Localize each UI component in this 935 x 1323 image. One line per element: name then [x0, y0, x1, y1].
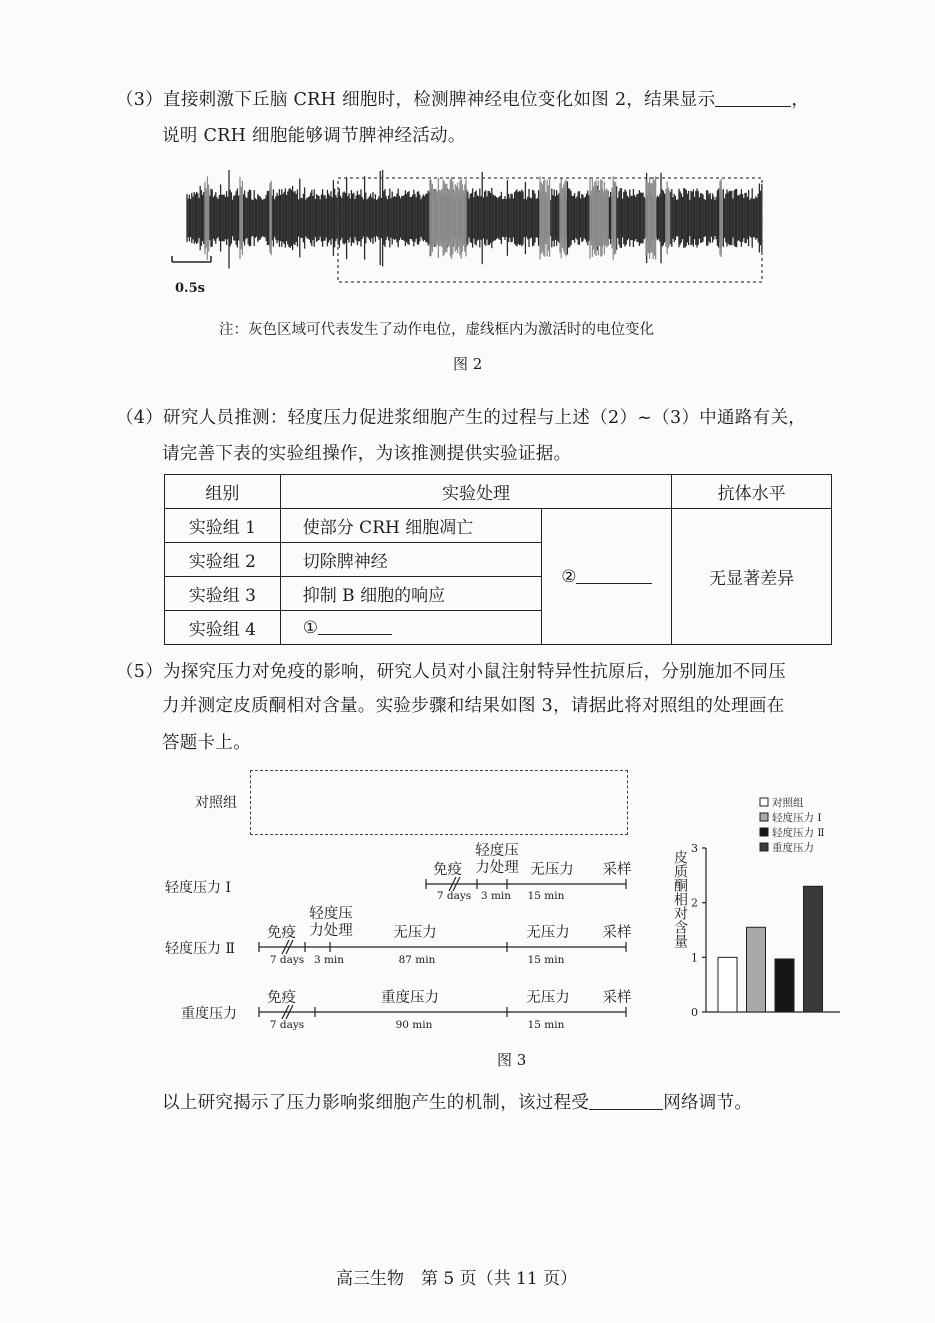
conclusion: 以上研究揭示了压力影响浆细胞产生的机制，该过程受 网络调节。 — [162, 1093, 753, 1113]
antibody-cell: 无显著差异 — [672, 509, 832, 645]
step-sample: 采样 — [602, 862, 632, 878]
legend-swatch — [760, 843, 768, 851]
step-sample: 采样 — [602, 925, 632, 941]
legend-swatch — [760, 828, 768, 836]
step-mild-stress: 轻度压 力处理 — [309, 906, 353, 939]
conclusion-answer-blank[interactable] — [589, 1092, 663, 1111]
fig2-potential-trace — [150, 170, 780, 295]
q5-line1: （5）为探究压力对免疫的影响，研究人员对小鼠注射特异性抗原后，分别施加不同压 — [116, 662, 787, 682]
row-label-mild2: 轻度压力 Ⅱ — [165, 941, 235, 957]
chart-bars — [718, 886, 823, 1012]
step-no-stress: 无压力 — [530, 862, 574, 878]
q3-line2: 说明 CRH 细胞能够调节脾神经活动。 — [162, 126, 466, 146]
bar-2 — [747, 927, 766, 1012]
group-cell: 实验组 4 — [165, 611, 281, 645]
bar-1 — [718, 957, 737, 1012]
legend-label: 轻度压力 Ⅱ — [772, 827, 825, 839]
control-drawing-box[interactable] — [250, 770, 628, 835]
q5-line2: 力并测定皮质酮相对含量。实验步骤和结果如图 3，请据此将对照组的处理画在 — [162, 696, 785, 716]
step-mild-stress: 轻度压 力处理 — [475, 843, 519, 876]
cortisol-bar-chart — [660, 790, 850, 1030]
y-tick-label: 0 — [691, 1006, 698, 1019]
table-row — [165, 509, 832, 543]
bar-3 — [775, 959, 794, 1012]
step-severe-stress: 重度压力 — [381, 990, 439, 1006]
q3-line1: （3）直接刺激下丘脑 CRH 细胞时，检测脾神经电位变化如图 2，结果显示 ， — [116, 90, 810, 110]
step-no-stress: 无压力 — [393, 925, 437, 941]
trace-group — [187, 170, 762, 269]
y-tick-label: 3 — [691, 842, 698, 855]
header-antibody: 抗体水平 — [672, 475, 832, 509]
page-footer: 高三生物 第 5 页（共 11 页） — [336, 1269, 578, 1289]
control-label: 对照组 — [195, 795, 237, 811]
duration: 7 days — [269, 1019, 305, 1031]
duration: 87 min — [398, 954, 436, 966]
scale-bar-label: 0.5s — [175, 281, 205, 296]
answer-blank-2[interactable] — [576, 566, 652, 584]
duration: 15 min — [527, 890, 565, 902]
experiment-table — [164, 474, 832, 645]
y-tick-label: 1 — [691, 951, 698, 965]
group-cell: 实验组 2 — [165, 543, 281, 577]
shared-treatment-cell: ② — [542, 509, 672, 645]
legend-label: 重度压力 — [772, 842, 814, 854]
duration: 7 days — [269, 954, 305, 966]
treatment-cell: 切除脾神经 — [280, 543, 542, 577]
fig2-note: 注：灰色区域可代表发生了动作电位，虚线框内为激活时的电位变化 — [219, 322, 654, 338]
fig3-caption: 图 3 — [497, 1051, 527, 1069]
treatment-cell: ① — [280, 611, 542, 645]
legend-label: 对照组 — [772, 797, 804, 809]
step-no-stress: 无压力 — [526, 990, 570, 1006]
bar-4 — [804, 886, 823, 1012]
step-sample: 采样 — [602, 990, 632, 1006]
fig2-caption: 图 2 — [453, 355, 483, 373]
row-label-mild1: 轻度压力 Ⅰ — [165, 880, 231, 896]
group-cell: 实验组 3 — [165, 577, 281, 611]
answer-blank-1[interactable] — [318, 617, 392, 635]
legend-swatch — [760, 813, 768, 821]
q5-line3: 答题卡上。 — [162, 733, 251, 753]
duration: 3 min — [313, 954, 345, 966]
duration: 7 days — [436, 890, 472, 902]
duration: 90 min — [395, 1019, 433, 1031]
duration: 15 min — [527, 1019, 565, 1031]
chart-legend — [760, 796, 824, 854]
table-header-row — [165, 475, 832, 509]
group-cell: 实验组 1 — [165, 509, 281, 543]
step-immunize: 免疫 — [267, 925, 296, 941]
step-immunize: 免疫 — [267, 990, 296, 1006]
row-label-severe: 重度压力 — [181, 1006, 237, 1022]
q4-line1: （4）研究人员推测：轻度压力促进浆细胞产生的过程与上述（2）~（3）中通路有关， — [116, 408, 807, 428]
q4-line2: 请完善下表的实验组操作，为该推测提供实验证据。 — [162, 444, 572, 464]
duration: 3 min — [480, 890, 512, 902]
header-group: 组别 — [165, 475, 281, 509]
treatment-cell: 使部分 CRH 细胞凋亡 — [280, 509, 542, 543]
treatment-cell: 抑制 B 细胞的响应 — [280, 577, 542, 611]
legend-swatch — [760, 798, 768, 806]
q3-answer-blank[interactable] — [715, 89, 791, 108]
legend-label: 轻度压力 Ⅰ — [772, 812, 822, 824]
step-no-stress: 无压力 — [526, 925, 570, 941]
duration: 15 min — [527, 954, 565, 966]
chart-y-label: 皮质酮相对含量 — [672, 850, 688, 948]
step-immunize: 免疫 — [433, 862, 462, 878]
header-treatment: 实验处理 — [280, 475, 672, 509]
y-tick-label: 2 — [691, 896, 698, 910]
